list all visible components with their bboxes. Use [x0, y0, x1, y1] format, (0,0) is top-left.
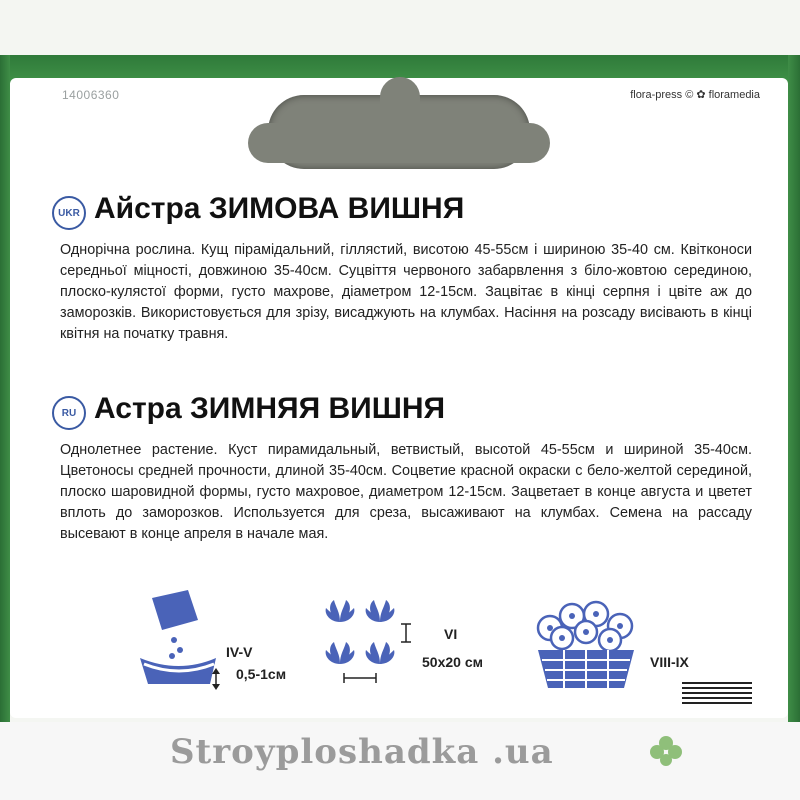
language-badge-ukr: UKR	[52, 196, 86, 230]
publisher-credit: flora-press © ✿ floramedia	[630, 89, 760, 101]
sowing-depth: 0,5-1см	[236, 666, 287, 682]
description-ru: Однолетнее растение. Куст пирамидальный, ветвистый, высотой 45-55см и шириной 35-40см. Цветоносы средней прочности, длиной 35-40см. Соцветие красной окраски с бело-желтой серединой, плоско шаровидной формы, густо махровое, диаметром 12-15см. Зацветает в конце августа и цветет вплоть до заморозков. Используется для среза, высаживают на клумбах. Семена на рассаду высевают в конце апреля в начале мая.	[60, 442, 752, 542]
product-code: 14006360	[62, 88, 120, 102]
depth-arrow-icon	[210, 668, 222, 690]
title-ru: Астра ЗИМНЯЯ ВИШНЯ	[94, 392, 446, 425]
blooming-months: VIII-IX	[650, 654, 689, 670]
seedling-spacing-icon	[322, 596, 416, 688]
watermark-text: Stroyploshadka .ua	[170, 732, 554, 772]
sowing-months: IV-V	[226, 644, 253, 660]
hanger-hole	[268, 95, 530, 169]
description-ukr: Однорічна рослина. Кущ пірамідальний, гіллястий, висотою 45-55см і шириною 35-40 см. Квітконоси середньої міцності, довжиною 35-40см. Суцвіття червоного забарвлення з біло-жовтою серединою, плоско-кулястої форми, густо махрове, діаметром 12-15см. Зацвітає в кінці серпня і цвіте аж до заморозків. Використовується для зрізу, висаджують на клумбах. Насіння на розсаду висівають в кінці квітня на початку травня.	[60, 242, 752, 342]
green-border-right	[788, 55, 800, 735]
language-badge-ru: RU	[52, 396, 86, 430]
green-border-left	[0, 55, 10, 735]
planting-month: VI	[444, 626, 458, 642]
planting-spacing: 50x20 см	[422, 654, 483, 670]
legend-bars	[682, 682, 752, 707]
clover-icon	[648, 734, 684, 770]
flower-basket-icon	[530, 598, 642, 692]
title-ukr: Айстра ЗИМОВА ВИШНЯ	[94, 192, 465, 225]
